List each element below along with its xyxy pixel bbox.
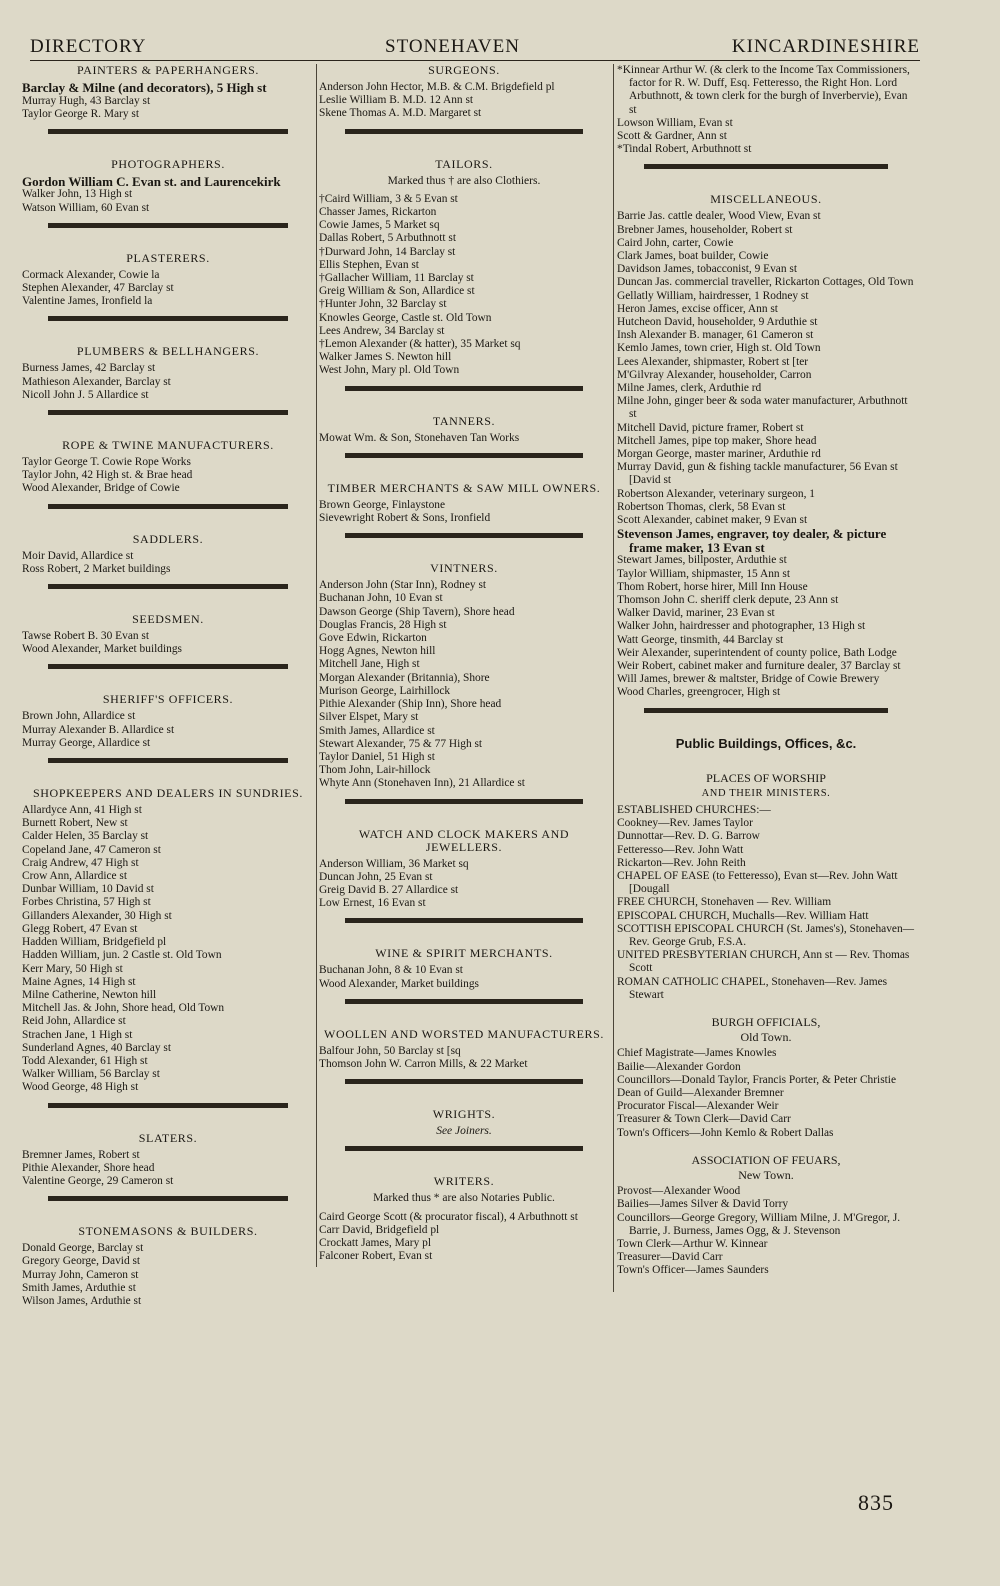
directory-entry: Dunbar William, 10 David st [22, 883, 154, 896]
directory-entry: Anderson John Hector, M.B. & C.M. Brigdefield pl [319, 81, 555, 93]
directory-entry: Brown George, Finlaystone [319, 498, 446, 511]
directory-entry: Low Ernest, 16 Evan st [319, 897, 426, 910]
directory-entry: Ross Robert, 2 Market buildings [22, 562, 171, 575]
directory-entry: Murray Alexander B. Allardice st [22, 723, 175, 736]
directory-entry: Craig Andrew, 47 High st [22, 856, 139, 869]
directory-entry: Gillanders Alexander, 30 High st [22, 909, 172, 922]
directory-entry: Smith James, Allardice st [319, 724, 435, 737]
section-title: PHOTOGRAPHERS. [111, 156, 225, 171]
official-entry: Councillors—George Gregory, William Milne, J. M'Gregor, J. Barrie, J. Burness, James Ogg, & J. Stevenson [617, 1211, 901, 1237]
directory-entry: Dallas Robert, 5 Arbuthnott st [319, 232, 456, 245]
section-divider [345, 453, 583, 458]
directory-entry: Lees Andrew, 34 Barclay st [319, 324, 445, 337]
directory-entry: Mitchell Jane, High st [319, 658, 420, 671]
section-divider [345, 799, 583, 804]
directory-entry: Douglas Francis, 28 High st [319, 618, 447, 631]
directory-entry: Crow Ann, Allardice st [22, 870, 128, 883]
directory-entry: Caird George Scott (& procurator fiscal), 4 Arbuthnott st [319, 1210, 578, 1223]
directory-entry: Buchanan John, 8 & 10 Evan st [319, 964, 463, 977]
directory-entry: Copeland Jane, 47 Cameron st [22, 843, 161, 856]
directory-entry: Silver Elspet, Mary st [319, 711, 419, 724]
directory-entry: Watt George, tinsmith, 44 Barclay st [617, 633, 784, 646]
section-divider [48, 664, 287, 669]
directory-entry: Thomson John C. sheriff clerk depute, 23 Ann st [617, 593, 839, 606]
section-title: ROPE & TWINE MANUFACTURERS. [62, 438, 274, 453]
directory-entry: Heron James, excise officer, Ann st [617, 302, 778, 315]
directory-entry: Valentine George, 29 Cameron st [22, 1174, 174, 1187]
section-divider [345, 533, 583, 538]
section-divider [48, 1196, 287, 1201]
directory-entry: Hutcheon David, householder, 9 Arduthie st [617, 316, 818, 329]
column-1 [22, 64, 314, 1312]
directory-entry: Todd Alexander, 61 High st [22, 1054, 148, 1067]
column-2 [316, 64, 609, 1267]
directory-entry: Milne Catherine, Newton hill [22, 988, 157, 1001]
directory-entry: Maine Agnes, 14 High st [22, 975, 136, 988]
directory-entry: Walker James S. Newton hill [319, 351, 452, 364]
directory-entry: Sievewright Robert & Sons, Ironfield [319, 512, 491, 525]
directory-entry: Carr David, Bridgefield pl [319, 1223, 440, 1236]
section-title: ASSOCIATION OF FEUARS, [691, 1152, 841, 1167]
directory-entry: Barclay & Milne (and decorators), 5 High st [22, 80, 267, 95]
directory-entry: Barrie Jas. cattle dealer, Wood View, Evan st [617, 210, 821, 223]
official-entry: Cookney—Rev. James Taylor [617, 817, 753, 830]
directory-entry: Taylor John, 42 High st. & Brae head [22, 469, 193, 482]
section-note: Marked thus * are also Notaries Public. [373, 1192, 555, 1205]
section-divider [48, 504, 287, 509]
public-buildings-title: Public Buildings, Offices, &c. [675, 735, 857, 751]
directory-entry: Robertson Alexander, veterinary surgeon, 1 [617, 487, 815, 500]
directory-entry: Robertson Thomas, clerk, 58 Evan st [617, 500, 786, 513]
directory-entry: Wood Charles, greengrocer, High st [617, 686, 781, 699]
directory-entry: Walker William, 56 Barclay st [22, 1068, 160, 1081]
section-title: WRITERS. [433, 1174, 495, 1189]
directory-entry: Brown John, Allardice st [22, 710, 136, 723]
directory-entry: †Gallacher William, 11 Barclay st [319, 272, 474, 285]
official-entry: EPISCOPAL CHURCH, Muchalls—Rev. William Hatt [617, 909, 869, 922]
directory-entry: Wood Alexander, Market buildings [319, 977, 479, 990]
directory-entry: Weir Robert, cabinet maker and furniture dealer, 37 Barclay st [617, 659, 901, 672]
section-divider [48, 316, 287, 321]
directory-entry: Burness James, 42 Barclay st [22, 362, 156, 375]
directory-entry: Thom Robert, horse hirer, Mill Inn House [617, 580, 808, 593]
section-title: MISCELLANEOUS. [710, 192, 822, 207]
running-head [30, 36, 920, 61]
directory-entry: †Hunter John, 32 Barclay st [319, 298, 447, 311]
section-title: TIMBER MERCHANTS & SAW MILL OWNERS. [327, 480, 601, 495]
directory-entry: Balfour John, 50 Barclay st [sq [319, 1044, 461, 1057]
official-entry: ROMAN CATHOLIC CHAPEL, Stonehaven—Rev. James Stewart [617, 975, 888, 1001]
directory-entry: Scott Alexander, cabinet maker, 9 Evan st [617, 514, 808, 527]
official-entry: Treasurer & Town Clerk—David Carr [617, 1113, 791, 1126]
section-title: WATCH AND CLOCK MAKERS AND JEWELLERS. [358, 826, 570, 854]
public-section-feuars [617, 1154, 915, 1278]
directory-entry: Sunderland Agnes, 40 Barclay st [22, 1041, 172, 1054]
directory-entry: Wood Alexander, Bridge of Cowie [22, 482, 180, 495]
directory-entry: Mitchell Jas. & John, Shore head, Old Town [22, 1002, 225, 1015]
official-entry: Bailie—Alexander Gordon [617, 1060, 741, 1073]
directory-section [319, 828, 609, 911]
section-title: SEEDSMEN. [132, 612, 204, 627]
directory-section [22, 345, 314, 402]
official-entry: Chief Magistrate—James Knowles [617, 1047, 777, 1060]
public-section-burgh [617, 1016, 915, 1140]
directory-entry: Smith James, Arduthie st [22, 1281, 136, 1294]
directory-entry: Crockatt James, Mary pl [319, 1236, 431, 1249]
section-subtitle: Old Town. [740, 1030, 792, 1045]
directory-section [319, 1108, 609, 1138]
directory-section [319, 947, 609, 990]
directory-entry: Murray John, Cameron st [22, 1268, 139, 1281]
section-title: WRIGHTS. [432, 1107, 496, 1122]
directory-entry: Calder Helen, 35 Barclay st [22, 830, 149, 843]
directory-section [22, 158, 314, 215]
section-title: SHOPKEEPERS AND DEALERS IN SUNDRIES. [33, 786, 303, 801]
directory-entry: Stephen Alexander, 47 Barclay st [22, 282, 174, 295]
directory-entry: Hadden William, jun. 2 Castle st. Old Town [22, 949, 222, 962]
section-title: PLUMBERS & BELLHANGERS. [76, 344, 260, 359]
directory-entry: Mitchell James, pipe top maker, Shore head [617, 434, 817, 447]
directory-section [319, 64, 609, 121]
directory-entry: Wood Alexander, Market buildings [22, 643, 182, 656]
official-entry: CHAPEL OF EASE (to Fetteresso), Evan st—Rev. John Watt [Dougall [617, 869, 898, 896]
directory-entry: Stevenson James, engraver, toy dealer, & picture frame maker, 13 Evan st [617, 526, 887, 555]
directory-entry: Wood George, 48 High st [22, 1081, 139, 1094]
directory-entry: Milne John, ginger beer & soda water manufacturer, Arbuthnott st [617, 395, 908, 421]
directory-section [22, 787, 314, 1094]
directory-entry: Stewart Alexander, 75 & 77 High st [319, 737, 483, 750]
directory-entry: Clark James, boat builder, Cowie [617, 250, 769, 263]
directory-entry: Murray George, Allardice st [22, 736, 151, 749]
section-title: TANNERS. [432, 413, 496, 428]
column-3 [613, 64, 915, 1292]
directory-entry: Davidson James, tobacconist, 9 Evan st [617, 263, 798, 276]
directory-entry: Insh Alexander B. manager, 61 Cameron st [617, 329, 814, 342]
directory-entry: Greig David B. 27 Allardice st [319, 883, 459, 896]
directory-section [22, 1225, 314, 1308]
directory-section [22, 64, 314, 121]
directory-section [617, 64, 915, 156]
section-note: Marked thus † are also Clothiers. [387, 174, 541, 187]
section-divider [345, 1146, 583, 1151]
page-number: 835 [858, 1490, 894, 1515]
section-divider [644, 164, 888, 169]
directory-entry: Taylor Daniel, 51 High st [319, 750, 435, 763]
directory-entry: Lowson William, Evan st [617, 116, 733, 129]
directory-entry: †Durward John, 14 Barclay st [319, 245, 456, 258]
section-divider [48, 410, 287, 415]
directory-entry: Whyte Ann (Stonehaven Inn), 21 Allardice st [319, 777, 525, 790]
section-title: VINTNERS. [430, 561, 498, 576]
directory-entry: Gordon William C. Evan st. and Laurencekirk [22, 173, 281, 189]
section-divider [345, 386, 583, 391]
directory-entry: Walker John, 13 High st [22, 188, 133, 201]
section-divider [345, 1079, 583, 1084]
directory-section [319, 1175, 609, 1263]
directory-section [22, 613, 314, 656]
directory-entry: Walker John, hairdresser and photographer, 13 High st [617, 620, 866, 633]
directory-entry: Murray David, gun & fishing tackle manufacturer, 56 Evan st [David st [617, 461, 898, 487]
directory-section [22, 252, 314, 309]
section-title: SLATERS. [138, 1130, 198, 1145]
official-entry: Treasurer—David Carr [617, 1251, 723, 1264]
directory-entry: Weir Alexander, superintendent of county police, Bath Lodge [617, 646, 897, 659]
directory-entry: Lees Alexander, shipmaster, Robert st [ter [617, 355, 809, 368]
directory-entry: Greig William & Son, Allardice st [319, 285, 475, 298]
directory-section [617, 193, 915, 699]
section-divider [48, 223, 287, 228]
section-divider [48, 1103, 287, 1108]
directory-entry: M'Gilvray Alexander, householder, Carron [617, 368, 812, 381]
directory-entry: Wilson James, Arduthie st [22, 1294, 142, 1307]
directory-entry: Watson William, 60 Evan st [22, 201, 150, 214]
directory-entry: Skene Thomas A. M.D. Margaret st [319, 107, 482, 120]
directory-entry: Brebner James, householder, Robert st [617, 223, 793, 236]
section-title: PAINTERS & PAPERHANGERS. [77, 63, 259, 77]
directory-entry: Burnett Robert, New st [22, 817, 128, 830]
directory-section [319, 482, 609, 525]
directory-entry: Anderson John (Star Inn), Rodney st [319, 579, 487, 592]
directory-section [319, 158, 609, 378]
directory-entry: Kemlo James, town crier, High st. Old Town [617, 342, 821, 355]
directory-entry: Cormack Alexander, Cowie la [22, 268, 160, 281]
directory-section [22, 693, 314, 750]
directory-section [319, 1028, 609, 1071]
directory-section [22, 439, 314, 496]
directory-entry: *Tindal Robert, Arbuthnott st [617, 143, 752, 156]
section-divider [644, 708, 888, 713]
directory-entry: Ellis Stephen, Evan st [319, 258, 419, 271]
section-title: SADDLERS. [132, 531, 204, 546]
header-right: KINCARDINESHIRE [731, 36, 920, 57]
official-entry: Councillors—Donald Taylor, Francis Porter, & Peter Christie [617, 1073, 897, 1086]
official-entry: FREE CHURCH, Stonehaven — Rev. William [617, 896, 832, 909]
section-title: PLASTERERS. [126, 250, 210, 265]
directory-entry: Mowat Wm. & Son, Stonehaven Tan Works [319, 431, 520, 444]
directory-entry: Morgan Alexander (Britannia), Shore [319, 671, 490, 684]
section-divider [48, 129, 287, 134]
section-subtitle: AND THEIR MINISTERS. [701, 787, 831, 799]
directory-section [319, 415, 609, 445]
directory-entry: Gregory George, David st [22, 1255, 141, 1268]
directory-entry: Taylor William, shipmaster, 15 Ann st [617, 567, 791, 580]
directory-entry: Pithie Alexander (Ship Inn), Shore head [319, 698, 502, 711]
public-section-worship [617, 772, 915, 1002]
directory-entry: Strachen Jane, 1 High st [22, 1028, 133, 1041]
directory-entry: Hogg Agnes, Newton hill [319, 645, 436, 658]
section-title: SHERIFF'S OFFICERS. [102, 692, 234, 707]
section-title: WOOLLEN AND WORSTED MANUFACTURERS. [324, 1026, 604, 1041]
directory-section [22, 1132, 314, 1189]
directory-entry: Thomson John W. Carron Mills, & 22 Market [319, 1057, 528, 1070]
directory-entry: Cowie James, 5 Market sq [319, 219, 440, 232]
directory-entry: Falconer Robert, Evan st [319, 1250, 433, 1263]
directory-entry: Duncan John, 25 Evan st [319, 870, 433, 883]
directory-entry: Walker David, mariner, 23 Evan st [617, 607, 775, 620]
directory-entry: Glegg Robert, 47 Evan st [22, 922, 138, 935]
directory-entry: Taylor George T. Cowie Rope Works [22, 456, 191, 469]
header-left: DIRECTORY [30, 36, 147, 57]
directory-entry: Taylor George R. Mary st [22, 107, 139, 120]
directory-entry: Chasser James, Rickarton [319, 206, 437, 219]
directory-entry: Mitchell David, picture framer, Robert st [617, 421, 804, 434]
official-entry: Provost—Alexander Wood [617, 1185, 741, 1198]
directory-entry: Leslie William B. M.D. 12 Ann st [319, 94, 474, 107]
official-entry: Fetteresso—Rev. John Watt [617, 843, 744, 856]
section-note: See Joiners. [436, 1125, 492, 1138]
section-title: TAILORS. [435, 156, 493, 171]
directory-entry: *Kinnear Arthur W. (& clerk to the Income Tax Commissioners, factor for R. W. Duff, Esq. Fetteresso, the Right Hon. Lord Arbuthnott, & town clerk for the burgh of Inverbervie), Evan st [617, 64, 910, 116]
section-subtitle: New Town. [738, 1168, 794, 1183]
directory-entry: Nicoll John J. 5 Allardice st [22, 388, 149, 401]
directory-entry: Valentine James, Ironfield la [22, 295, 153, 308]
official-entry: Rickarton—Rev. John Reith [617, 856, 746, 869]
official-entry: UNITED PRESBYTERIAN CHURCH, Ann st — Rev. Thomas Scott [617, 949, 910, 975]
directory-entry: Kerr Mary, 50 High st [22, 962, 123, 975]
section-title: BURGH OFFICIALS, [711, 1014, 821, 1029]
directory-entry: Pithie Alexander, Shore head [22, 1161, 155, 1174]
directory-entry: Allardyce Ann, 41 High st [22, 804, 142, 817]
directory-entry: Murray Hugh, 43 Barclay st [22, 94, 151, 107]
official-entry: Dunnottar—Rev. D. G. Barrow [617, 830, 760, 843]
directory-section [22, 533, 314, 576]
directory-entry: Will James, brewer & maltster, Bridge of Cowie Brewery [617, 673, 880, 686]
official-entry: Procurator Fiscal—Alexander Weir [617, 1100, 779, 1113]
official-entry: Bailies—James Silver & David Torry [617, 1198, 789, 1211]
official-entry: Town Clerk—Arthur W. Kinnear [617, 1238, 768, 1251]
official-entry: ESTABLISHED CHURCHES:— [617, 803, 771, 816]
directory-entry: †Caird William, 3 & 5 Evan st [319, 192, 458, 205]
section-divider [345, 129, 583, 134]
directory-entry: Reid John, Allardice st [22, 1015, 126, 1028]
directory-entry: Thom John, Lair-hillock [319, 764, 431, 777]
directory-entry: Caird John, carter, Cowie [617, 236, 734, 249]
directory-entry: Gellatly William, hairdresser, 1 Rodney st [617, 289, 809, 302]
directory-entry: Duncan Jas. commercial traveller, Rickarton Cottages, Old Town [617, 276, 914, 289]
section-divider [48, 758, 287, 763]
directory-entry: Mathieson Alexander, Barclay st [22, 375, 171, 388]
directory-entry: Bremner James, Robert st [22, 1148, 140, 1161]
directory-entry: Stewart James, billposter, Arduthie st [617, 554, 787, 567]
section-title: WINE & SPIRIT MERCHANTS. [375, 946, 553, 961]
section-title: SURGEONS. [428, 63, 500, 77]
directory-entry: Scott & Gardner, Ann st [617, 130, 727, 143]
directory-entry: Milne James, clerk, Arduthie rd [617, 382, 762, 395]
section-title: PLACES OF WORSHIP [706, 770, 826, 785]
official-entry: Town's Officer—James Saunders [617, 1264, 769, 1277]
official-entry: Town's Officers—John Kemlo & Robert Dallas [617, 1126, 834, 1139]
directory-entry: Knowles George, Castle st. Old Town [319, 311, 492, 324]
directory-entry: Hadden William, Bridgefield pl [22, 936, 167, 949]
directory-entry: Gove Edwin, Rickarton [319, 632, 427, 645]
section-title: STONEMASONS & BUILDERS. [78, 1224, 258, 1239]
directory-entry: Dawson George (Ship Tavern), Shore head [319, 605, 515, 618]
directory-entry: †Lemon Alexander (& hatter), 35 Market sq [319, 338, 521, 351]
directory-entry: Anderson William, 36 Market sq [319, 857, 469, 870]
section-divider [48, 584, 287, 589]
header-center: STONEHAVEN [385, 36, 520, 57]
section-divider [345, 918, 583, 923]
directory-entry: Morgan George, master mariner, Arduthie rd [617, 448, 821, 461]
directory-entry: Buchanan John, 10 Evan st [319, 592, 443, 605]
directory-section [319, 562, 609, 790]
section-divider [345, 999, 583, 1004]
directory-entry: Forbes Christina, 57 High st [22, 896, 151, 909]
directory-entry: Murison George, Lairhillock [319, 684, 451, 697]
directory-entry: Donald George, Barclay st [22, 1242, 144, 1255]
official-entry: Dean of Guild—Alexander Bremner [617, 1087, 784, 1099]
directory-entry: West John, Mary pl. Old Town [319, 364, 460, 377]
directory-entry: Moir David, Allardice st [22, 549, 134, 562]
official-entry: SCOTTISH EPISCOPAL CHURCH (St. James's), Stonehaven—Rev. George Grub, F.S.A. [617, 922, 915, 948]
directory-entry: Tawse Robert B. 30 Evan st [22, 630, 150, 643]
